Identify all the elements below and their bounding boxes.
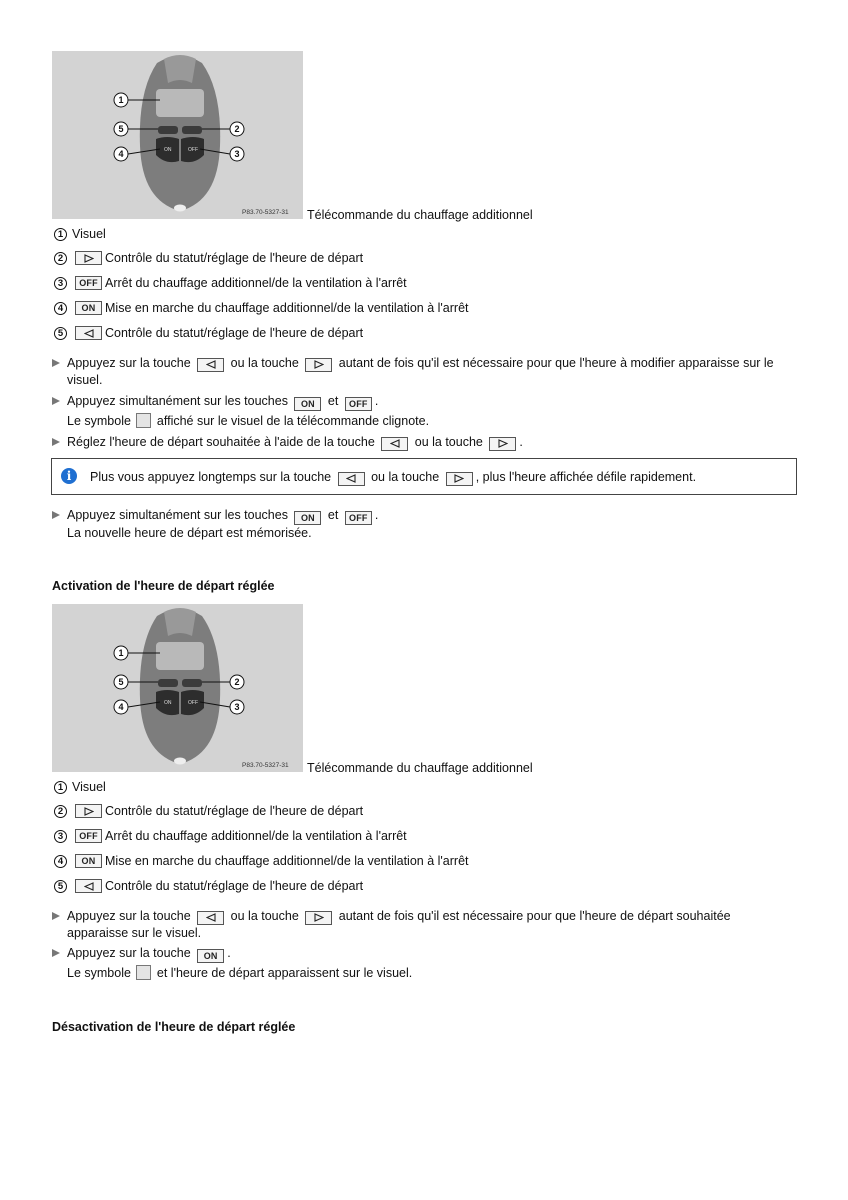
step-text: Appuyez simultanément sur les touches xyxy=(67,508,288,522)
callout-1: 1 xyxy=(118,95,124,105)
legend-text: Visuel xyxy=(72,227,106,241)
bullet-arrow-icon xyxy=(52,912,60,920)
callout-4: 4 xyxy=(118,702,124,712)
on-key-icon: ON xyxy=(75,301,102,315)
legend-text: Arrêt du chauffage additionnel/de la ventilation à l'arrêt xyxy=(105,829,407,843)
bullet-arrow-icon xyxy=(52,359,60,367)
section-heading: Désactivation de l'heure de départ réglée xyxy=(52,1020,296,1034)
legend-number: 2 xyxy=(54,252,67,265)
step-text: . xyxy=(519,435,523,449)
off-key-label: OFF xyxy=(188,147,198,153)
off-key-label: OFF xyxy=(188,700,198,706)
right-arrow-key-icon xyxy=(446,472,473,486)
legend-item xyxy=(54,324,363,342)
legend-text: Mise en marche du chauffage additionnel/de la ventilation à l'arrêt xyxy=(105,854,469,868)
legend-text: Mise en marche du chauffage additionnel/de la ventilation à l'arrêt xyxy=(105,301,469,315)
right-arrow-key-icon xyxy=(75,804,102,818)
legend-item xyxy=(54,827,407,845)
step-text: . xyxy=(374,394,379,408)
step-text: ou la touche xyxy=(230,356,299,370)
callout-5: 5 xyxy=(118,677,124,687)
on-key-icon: ON xyxy=(75,854,102,868)
on-key-icon: ON xyxy=(294,511,321,525)
left-arrow-key-icon xyxy=(381,437,408,451)
instruction-step xyxy=(52,393,792,411)
legend-number: 1 xyxy=(54,228,67,241)
legend-number: 3 xyxy=(54,830,67,843)
legend-number: 4 xyxy=(54,855,67,868)
legend-item xyxy=(54,802,363,820)
off-key-icon: OFF xyxy=(345,511,372,525)
instruction-step xyxy=(52,434,792,451)
instruction-step xyxy=(52,355,792,388)
figure-caption: Télécommande du chauffage additionnel xyxy=(307,208,533,222)
bullet-arrow-icon xyxy=(52,511,60,519)
callout-4: 4 xyxy=(118,149,124,159)
step-text: et l'heure de départ apparaissent sur le visuel. xyxy=(156,966,413,980)
info-note xyxy=(51,458,797,495)
legend-item xyxy=(54,225,106,243)
step-text: Réglez l'heure de départ souhaitée à l'aide de la touche xyxy=(67,435,375,449)
step-text: Appuyez sur la touche xyxy=(67,909,191,923)
legend-number: 1 xyxy=(54,781,67,794)
legend-number: 4 xyxy=(54,302,67,315)
remote-control-illustration xyxy=(52,604,303,772)
step-text: affiché sur le visuel de la télécommande clignote. xyxy=(156,414,430,428)
bullet-arrow-icon xyxy=(52,438,60,446)
info-icon: i xyxy=(61,468,77,484)
section-heading: Activation de l'heure de départ réglée xyxy=(52,579,275,593)
on-key-label: ON xyxy=(164,700,172,706)
legend-number: 3 xyxy=(54,277,67,290)
remote-control-illustration xyxy=(52,51,303,219)
step-text: et xyxy=(327,394,339,408)
on-key-label: ON xyxy=(164,147,172,153)
step-text: autant de fois qu'il est nécessaire pour que l'heure de départ souhaitée apparaisse sur le visuel. xyxy=(67,909,731,940)
legend-item xyxy=(54,249,363,267)
on-key-icon: ON xyxy=(197,949,224,963)
off-key-icon: OFF xyxy=(75,276,102,290)
legend-text: Visuel xyxy=(72,780,106,794)
left-arrow-key-icon xyxy=(197,358,224,372)
instruction-step xyxy=(52,945,792,963)
legend-number: 5 xyxy=(54,327,67,340)
legend-text: Contrôle du statut/réglage de l'heure de départ xyxy=(105,804,364,818)
instruction-step xyxy=(52,507,792,525)
step-subtext xyxy=(67,965,412,981)
off-key-icon: OFF xyxy=(75,829,102,843)
callout-2: 2 xyxy=(234,677,240,687)
left-arrow-key-icon xyxy=(338,472,365,486)
bullet-arrow-icon xyxy=(52,397,60,405)
remote-figure xyxy=(52,51,303,219)
callout-5: 5 xyxy=(118,124,124,134)
legend-item xyxy=(54,274,407,292)
figure-ref: P83.70-5327-31 xyxy=(242,209,289,216)
step-text: autant de fois qu'il est nécessaire pour que l'heure à modifier apparaisse sur le visuel. xyxy=(67,356,774,387)
on-key-icon: ON xyxy=(294,397,321,411)
callout-3: 3 xyxy=(234,702,240,712)
step-subtext xyxy=(67,413,429,429)
legend-item xyxy=(54,778,106,796)
figure-caption: Télécommande du chauffage additionnel xyxy=(307,761,533,775)
legend-item xyxy=(54,877,363,895)
figure-ref: P83.70-5327-31 xyxy=(242,762,289,769)
step-text: Appuyez sur la touche xyxy=(67,946,191,960)
left-arrow-key-icon xyxy=(75,879,102,893)
legend-text: Contrôle du statut/réglage de l'heure de départ xyxy=(105,879,364,893)
step-text: Le symbole xyxy=(67,966,131,980)
right-arrow-key-icon xyxy=(489,437,516,451)
off-key-icon: OFF xyxy=(345,397,372,411)
legend-text: Contrôle du statut/réglage de l'heure de départ xyxy=(105,251,364,265)
legend-item xyxy=(54,299,469,317)
info-text-part: ou la touche xyxy=(371,470,440,484)
instruction-step xyxy=(52,908,792,941)
right-arrow-key-icon xyxy=(75,251,102,265)
step-text: Appuyez sur la touche xyxy=(67,356,191,370)
step-text: Le symbole xyxy=(67,414,131,428)
legend-number: 2 xyxy=(54,805,67,818)
step-text: Appuyez simultanément sur les touches xyxy=(67,394,288,408)
remote-figure xyxy=(52,604,303,772)
info-text-part: Plus vous appuyez longtemps sur la touche xyxy=(90,470,332,484)
right-arrow-key-icon xyxy=(305,911,332,925)
callout-2: 2 xyxy=(234,124,240,134)
legend-item xyxy=(54,852,469,870)
legend-number: 5 xyxy=(54,880,67,893)
step-text: et xyxy=(327,508,339,522)
step-text: ou la touche xyxy=(230,909,299,923)
info-text xyxy=(90,470,696,486)
legend-text: Contrôle du statut/réglage de l'heure de départ xyxy=(105,326,364,340)
clock-symbol-icon xyxy=(136,413,151,428)
step-text: ou la touche xyxy=(414,435,483,449)
left-arrow-key-icon xyxy=(75,326,102,340)
step-text: . xyxy=(227,946,231,960)
legend-text: Arrêt du chauffage additionnel/de la ventilation à l'arrêt xyxy=(105,276,407,290)
right-arrow-key-icon xyxy=(305,358,332,372)
step-text: . xyxy=(374,508,379,522)
callout-1: 1 xyxy=(118,648,124,658)
info-text-part: , plus l'heure affichée défile rapidement. xyxy=(475,470,697,484)
step-subtext: La nouvelle heure de départ est mémorisée. xyxy=(67,526,312,540)
departure-time-symbol-icon xyxy=(136,965,151,980)
bullet-arrow-icon xyxy=(52,949,60,957)
left-arrow-key-icon xyxy=(197,911,224,925)
callout-3: 3 xyxy=(234,149,240,159)
